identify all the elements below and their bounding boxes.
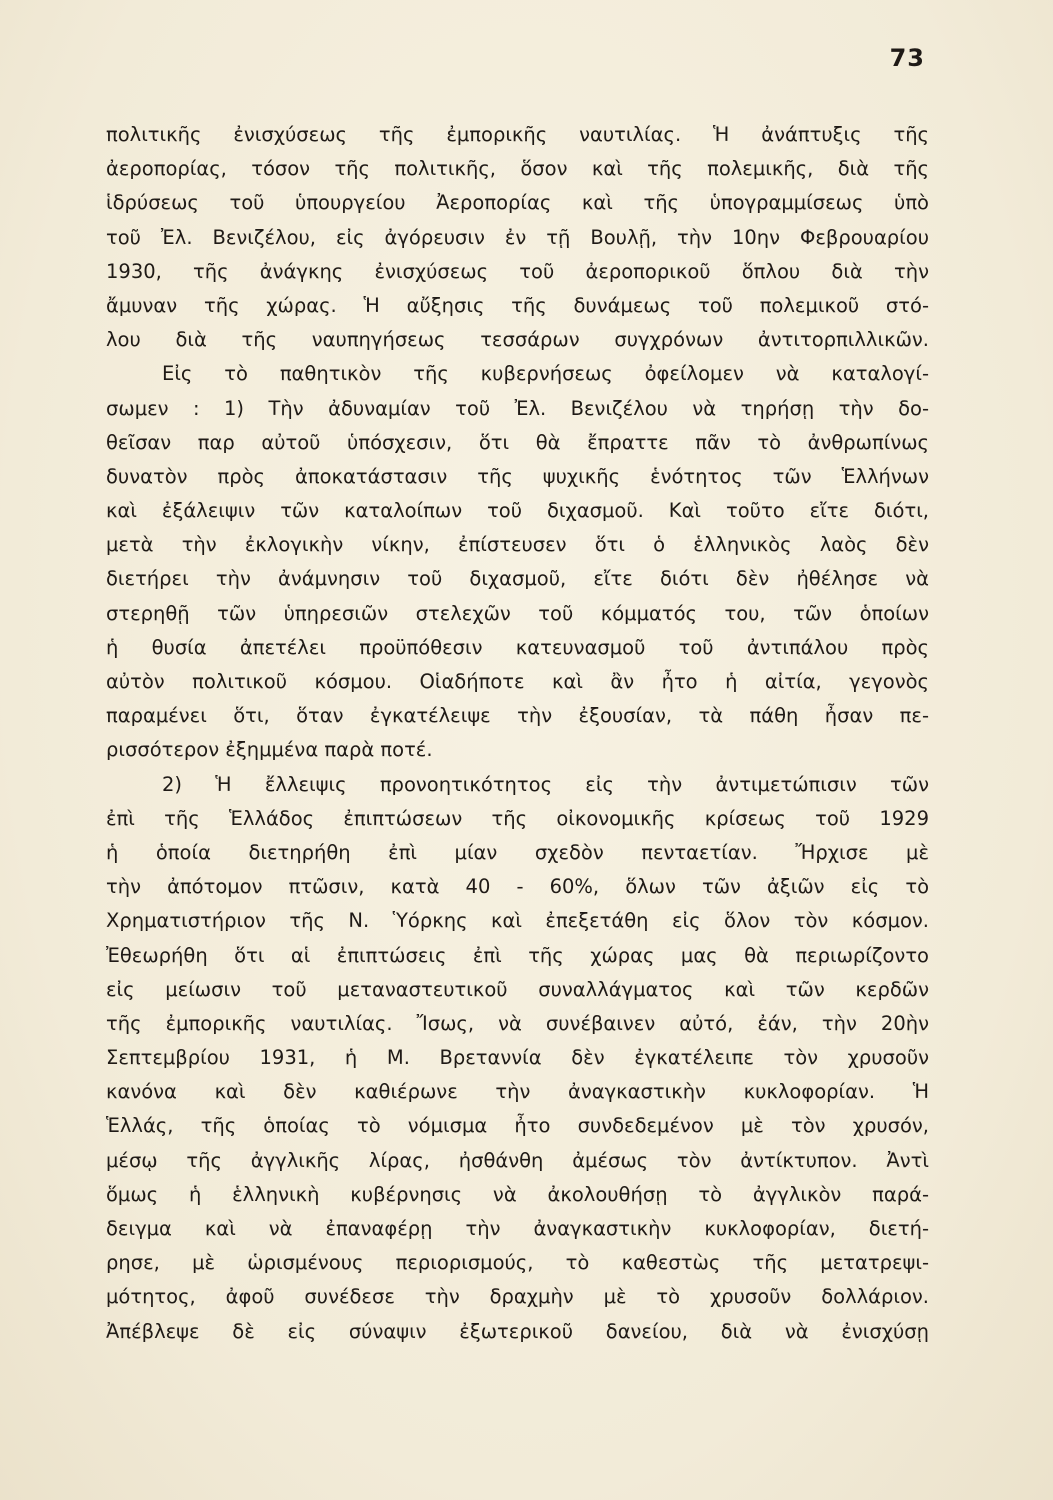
text-line: 2) Ἡ ἔλλειψις προνοητικότητος εἰς τὴν ἀντιμετώπισιν τῶν	[162, 772, 929, 796]
text-line: ἡ ὁποία διετηρήθη ἐπὶ μίαν σχεδὸν πενταετίαν. Ἤρχισε μὲ	[106, 840, 929, 864]
body-text	[106, 118, 929, 1349]
text-line: λου διὰ τῆς ναυπηγήσεως τεσσάρων συγχρόνων ἀντιτορπιλλικῶν.	[106, 328, 929, 352]
text-line: θεῖσαν παρ αὐτοῦ ὑπόσχεσιν, ὅτι θὰ ἔπραττε πᾶν τὸ ἀνθρωπίνως	[106, 430, 929, 454]
text-line: κανόνα καὶ δὲν καθιέρωνε τὴν ἀναγκαστικὴν κυκλοφορίαν. Ἡ	[106, 1080, 929, 1104]
page-number: 73	[889, 44, 925, 72]
text-line: σωμεν : 1) Τὴν ἀδυναμίαν τοῦ Ἐλ. Βενιζέλου νὰ τηρήσῃ τὴν δο-	[106, 396, 929, 420]
text-line: ρησε, μὲ ὡρισμένους περιορισμούς, τὸ καθεστὼς τῆς μετατρεψι-	[106, 1251, 929, 1275]
text-line: παραμένει ὅτι, ὅταν ἐγκατέλειψε τὴν ἐξουσίαν, τὰ πάθη ἦσαν πε-	[106, 704, 929, 728]
text-line: δυνατὸν πρὸς ἀποκατάστασιν τῆς ψυχικῆς ἑνότητος τῶν Ἑλλήνων	[106, 464, 929, 488]
text-line: τοῦ Ἐλ. Βενιζέλου, εἰς ἀγόρευσιν ἐν τῇ Βουλῇ, τὴν 10ην Φεβρουαρίου	[106, 225, 929, 249]
text-line: Ἐθεωρήθη ὅτι αἱ ἐπιπτώσεις ἐπὶ τῆς χώρας μας θὰ περιωρίζοντο	[106, 943, 929, 967]
text-line: καὶ ἐξάλειψιν τῶν καταλοίπων τοῦ διχασμοῦ. Καὶ τοῦτο εἴτε διότι,	[106, 499, 929, 523]
text-line: τὴν ἀπότομον πτῶσιν, κατὰ 40 - 60%, ὅλων τῶν ἀξιῶν εἰς τὸ	[106, 875, 929, 899]
text-line: 1930, τῆς ἀνάγκης ἐνισχύσεως τοῦ ἀεροπορικοῦ ὅπλου διὰ τὴν	[106, 259, 929, 283]
text-line: ἀεροπορίας, τόσον τῆς πολιτικῆς, ὅσον καὶ τῆς πολεμικῆς, διὰ τῆς	[106, 157, 929, 181]
text-line: διετήρει τὴν ἀνάμνησιν τοῦ διχασμοῦ, εἴτε διότι δὲν ἠθέλησε νὰ	[106, 567, 929, 591]
text-line: εἰς μείωσιν τοῦ μεταναστευτικοῦ συναλλάγματος καὶ τῶν κερδῶν	[106, 977, 929, 1001]
text-line: ἡ θυσία ἀπετέλει προϋπόθεσιν κατευνασμοῦ τοῦ ἀντιπάλου πρὸς	[106, 635, 929, 659]
text-line: ρισσότερον ἐξημμένα παρὰ ποτέ.	[106, 738, 433, 762]
text-line: μετὰ τὴν ἐκλογικὴν νίκην, ἐπίστευσεν ὅτι ὁ ἑλληνικὸς λαὸς δὲν	[106, 533, 929, 557]
text-line: Σεπτεμβρίου 1931, ἡ Μ. Βρεταννία δὲν ἐγκατέλειπε τὸν χρυσοῦν	[106, 1046, 929, 1070]
text-line: ὅμως ἡ ἑλληνικὴ κυβέρνησις νὰ ἀκολουθήσῃ τὸ ἀγγλικὸν παρά-	[106, 1182, 929, 1206]
text-line: Χρηματιστήριον τῆς Ν. Ὑόρκης καὶ ἐπεξετάθη εἰς ὅλον τὸν κόσμον.	[106, 909, 929, 933]
text-line: μότητος, ἀφοῦ συνέδεσε τὴν δραχμὴν μὲ τὸ χρυσοῦν δολλάριον.	[106, 1285, 929, 1309]
text-line: ἱδρύσεως τοῦ ὑπουργείου Ἀεροπορίας καὶ τῆς ὑπογραμμίσεως ὑπὸ	[106, 191, 929, 215]
text-line: δειγμα καὶ νὰ ἐπαναφέρῃ τὴν ἀναγκαστικὴν κυκλοφορίαν, διετή-	[106, 1217, 929, 1240]
text-line: πολιτικῆς ἐνισχύσεως τῆς ἐμπορικῆς ναυτιλίας. Ἡ ἀνάπτυξις τῆς	[106, 123, 929, 146]
text-line: αὐτὸν πολιτικοῦ κόσμου. Οἱαδήποτε καὶ ἂν ἦτο ἡ αἰτία, γεγονὸς	[106, 670, 929, 693]
text-line: ἐπὶ τῆς Ἑλλάδος ἐπιπτώσεων τῆς οἰκονομικῆς κρίσεως τοῦ 1929	[106, 806, 929, 830]
text-line: Εἰς τὸ παθητικὸν τῆς κυβερνήσεως ὀφείλομεν νὰ καταλογί-	[162, 362, 929, 386]
text-line: στερηθῇ τῶν ὑπηρεσιῶν στελεχῶν τοῦ κόμματός του, τῶν ὁποίων	[106, 601, 929, 625]
text-line: μέσῳ τῆς ἀγγλικῆς λίρας, ἠσθάνθη ἀμέσως τὸν ἀντίκτυπον. Ἀντὶ	[106, 1148, 929, 1172]
text-line: Ἑλλάς, τῆς ὁποίας τὸ νόμισμα ἦτο συνδεδεμένον μὲ τὸν χρυσόν,	[106, 1114, 929, 1138]
text-line: τῆς ἐμπορικῆς ναυτιλίας. Ἴσως, νὰ συνέβαινεν αὐτό, ἐάν, τὴν 20ὴν	[106, 1011, 929, 1035]
text-line: ἄμυναν τῆς χώρας. Ἡ αὔξησις τῆς δυνάμεως τοῦ πολεμικοῦ στό-	[106, 293, 929, 317]
text-line: Ἀπέβλεψε δὲ εἰς σύναψιν ἐξωτερικοῦ δανείου, διὰ νὰ ἐνισχύσῃ	[106, 1319, 929, 1343]
